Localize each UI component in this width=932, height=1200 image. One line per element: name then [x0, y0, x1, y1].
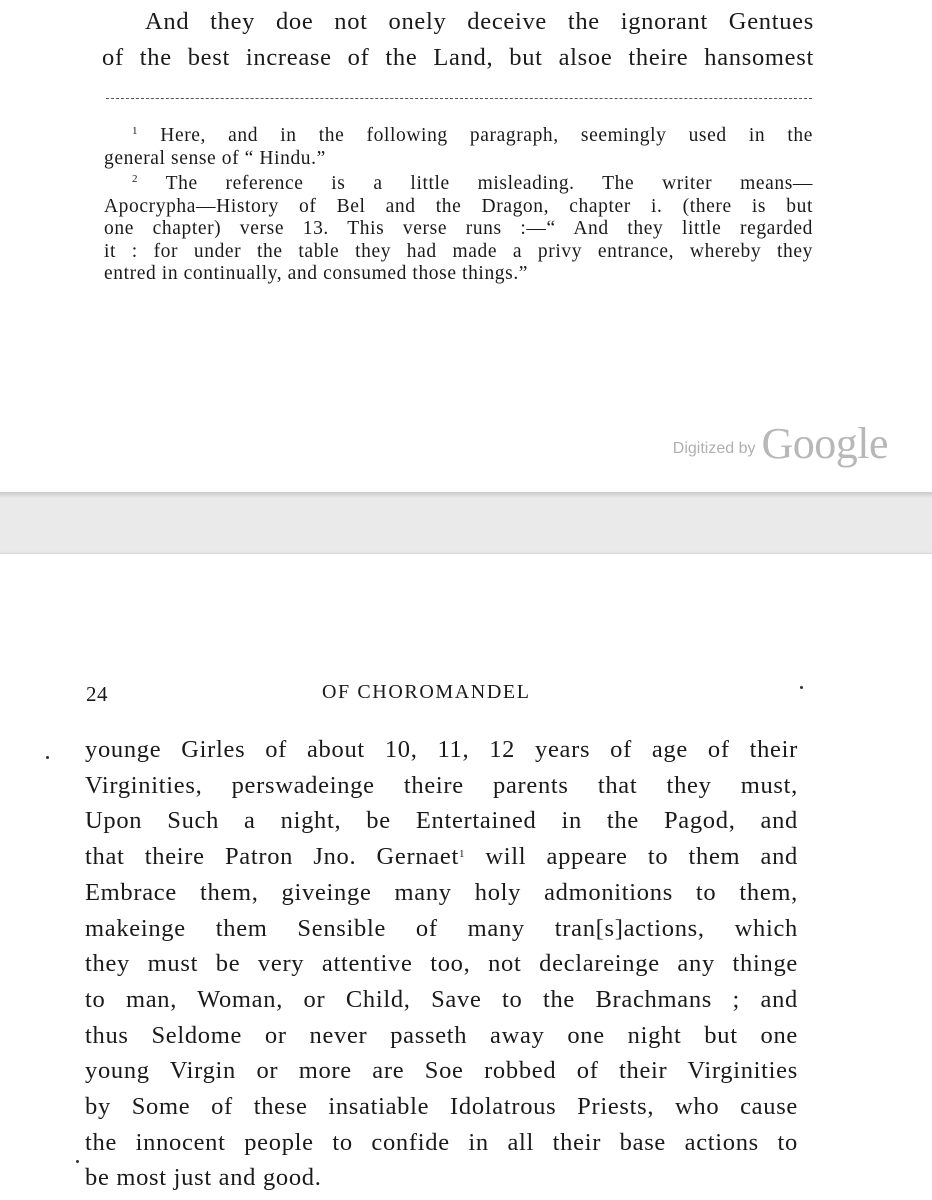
- page-number: 24: [86, 682, 108, 706]
- body-line: young Virgin or more are Soe robbed of their Virginities: [85, 1057, 798, 1085]
- body-line: Embrace them, giveinge many holy admonitions to them,: [85, 878, 798, 906]
- body-line: the innocent people to confide in all their base actions to: [85, 1128, 798, 1156]
- footnote-marker: 2: [132, 173, 139, 185]
- scan-speck: [46, 756, 49, 759]
- scan-speck: [76, 1160, 79, 1163]
- footnote-1: [104, 125, 813, 170]
- footnote-line: it : for under the table they had made a privy entrance, whereby they: [104, 240, 813, 262]
- footnote-separator-rule: [106, 98, 812, 99]
- body-line: And they doe not onely deceive the ignorant Gentues: [145, 8, 814, 35]
- scan-speck: [800, 686, 803, 689]
- body-line: be most just and good.: [85, 1164, 322, 1192]
- footnote-line: one chapter) verse 13. This verse runs :—“ And they little regarded: [104, 218, 813, 239]
- previous-page: [0, 0, 932, 492]
- body-line: by Some of these insatiable Idolatrous Priests, who cause: [85, 1093, 798, 1121]
- footnote-text: Here, and in the following paragraph, seemingly used in the: [160, 125, 813, 146]
- body-line: younge Girles of about 10, 11, 12 years of age of their: [85, 736, 798, 763]
- footnote-line: general sense of “ Hindu.”: [104, 147, 326, 169]
- body-line: to man, Woman, or Child, Save to the Brachmans ; and: [85, 985, 798, 1013]
- body-line: of the best increase of the Land, but alsoe theire hansomest: [102, 44, 814, 71]
- google-logo: Google: [761, 419, 888, 468]
- body-line-segment: will appeare to them and: [465, 843, 798, 871]
- watermark-prefix: Digitized by: [672, 440, 756, 457]
- body-line: thus Seldome or never passeth away one night but one: [85, 1021, 798, 1049]
- footnote-line: Apocrypha—History of Bel and the Dragon, chapter i. (there is but: [104, 195, 813, 217]
- current-page-body-text: [85, 732, 798, 1196]
- running-head: OF CHOROMANDEL: [322, 681, 531, 703]
- body-line-segment: that theire Patron Jno. Gernaet: [85, 843, 459, 871]
- digitized-by-google-watermark: [673, 410, 888, 470]
- body-line: [85, 839, 798, 875]
- footnote-line: [104, 173, 813, 196]
- footnote-line: entred in continually, and consumed those things.”: [104, 263, 529, 284]
- footnote-line: [104, 125, 813, 148]
- footnote-ref-marker: 1: [458, 848, 466, 861]
- footnotes: [104, 125, 813, 286]
- body-line: Upon Such a night, be Entertained in the Pagod, and: [85, 807, 798, 835]
- current-page: [0, 554, 932, 1200]
- body-line: Virginities, perswadeinge theire parents that they must,: [85, 771, 798, 799]
- previous-page-body-text: [102, 4, 814, 76]
- footnote-2: [104, 173, 813, 286]
- footnote-marker: 1: [132, 125, 139, 137]
- page-separator: [0, 492, 932, 554]
- body-line: they must be very attentive too, not declareinge any thinge: [85, 950, 798, 978]
- body-line: makeinge them Sensible of many tran[s]actions, which: [85, 914, 798, 942]
- footnote-text: The reference is a little misleading. The writer means—: [165, 173, 813, 194]
